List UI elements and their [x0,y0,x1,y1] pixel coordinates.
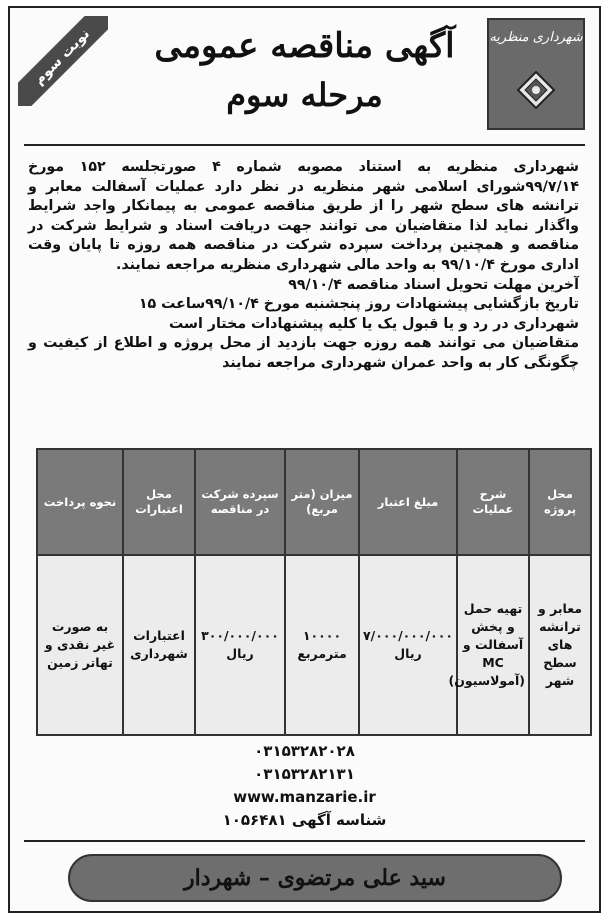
notice-title: آگهی مناقصه عمومی [154,26,455,66]
website-link: www.manzarie.ir [233,788,376,806]
emblem-icon [516,70,556,110]
notice-body [28,158,579,374]
third-round-stamp [18,16,108,106]
cell-tender-deposit: ۳۰۰/۰۰۰/۰۰۰ ریال [195,555,285,735]
cell-credit-amount: ۷/۰۰۰/۰۰۰/۰۰۰ ریال [359,555,457,735]
header-credit-amount: مبلغ اعتبار [359,449,457,555]
cell-quantity: ۱۰۰۰۰ مترمربع [285,555,359,735]
header-payment-method: نحوه پرداخت [37,449,123,555]
body-paragraph: تاریخ بازگشایی پیشنهادات روز پنجشنبه مورخ ۹۹/۱۰/۴ساعت ۱۵ [138,296,579,313]
table-row [37,555,591,735]
phone-number-2: ۰۳۱۵۳۲۸۲۱۳۱ [254,765,355,783]
cell-payment-method: به صورت غیر نقدی و تهاتر زمین [37,555,123,735]
body-paragraph: متقاضیان می توانند همه روزه جهت بازدید از محل پروژه و اطلاع از کیفیت و چگونگی کار به واحد عمران شهرداری مراجعه نمایند [28,335,579,371]
body-paragraph: شهرداری در رد و یا قبول یک یا کلیه پیشنهادات مختار است [169,315,579,332]
body-paragraph: آخرین مهلت تحویل اسناد مناقصه ۹۹/۱۰/۴ [288,276,579,293]
header-tender-deposit: سپرده شرکت در مناقصه [195,449,285,555]
header-credit-source: محل اعتبارات [123,449,195,555]
phone-number-1: ۰۳۱۵۳۲۸۲۰۲۸ [254,742,355,760]
stamp-label: نوبت سوم [18,16,108,106]
mayor-signature: سید علی مرتضوی – شهردار [68,854,562,902]
ad-id: شناسه آگهی ۱۰۵۶۴۸۱ [222,811,387,829]
cell-operation-description: تهیه حمل و پخش آسفالت و MC (آمولاسیون) [457,555,529,735]
header-project-location: محل پروژه [529,449,591,555]
table-header-row [37,449,591,555]
notice-frame [8,6,601,913]
tender-table [36,448,592,736]
municipality-logo [487,18,585,130]
header-operation-description: شرح عملیات [457,449,529,555]
header-quantity: میزان (متر مربع) [285,449,359,555]
logo-text: شهرداری منظریه [489,30,583,45]
body-paragraph: شهرداری منظریه به استناد مصوبه شماره ۴ صورتجلسه ۱۵۲ مورخ ۹۹/۷/۱۴شورای اسلامی شهر منظریه در نظر دارد عملیات آسفالت معابر و ترانشه های سطح شهر را از طریق مناقصه عمومی به پیمانکار واجد شرایط واگذار نماید لذا متقاضیان می توانند جهت دریافت اسناد و شرایط شرکت در مناقصه و همچنین پرداخت سپرده شرکت در مناقصه همه روزه تا پایان وقت اداری مورخ ۹۹/۱۰/۴ به واحد مالی شهرداری منظریه مراجعه نمایند. [28,159,580,273]
notice-subtitle: مرحله سوم [226,76,383,114]
cell-credit-source: اعتبارات شهرداری [123,555,195,735]
header-divider [24,144,585,146]
cell-project-location: معابر و ترانشه های سطح شهر [529,555,591,735]
footer-divider [24,840,585,842]
tender-table-wrap [38,448,592,736]
